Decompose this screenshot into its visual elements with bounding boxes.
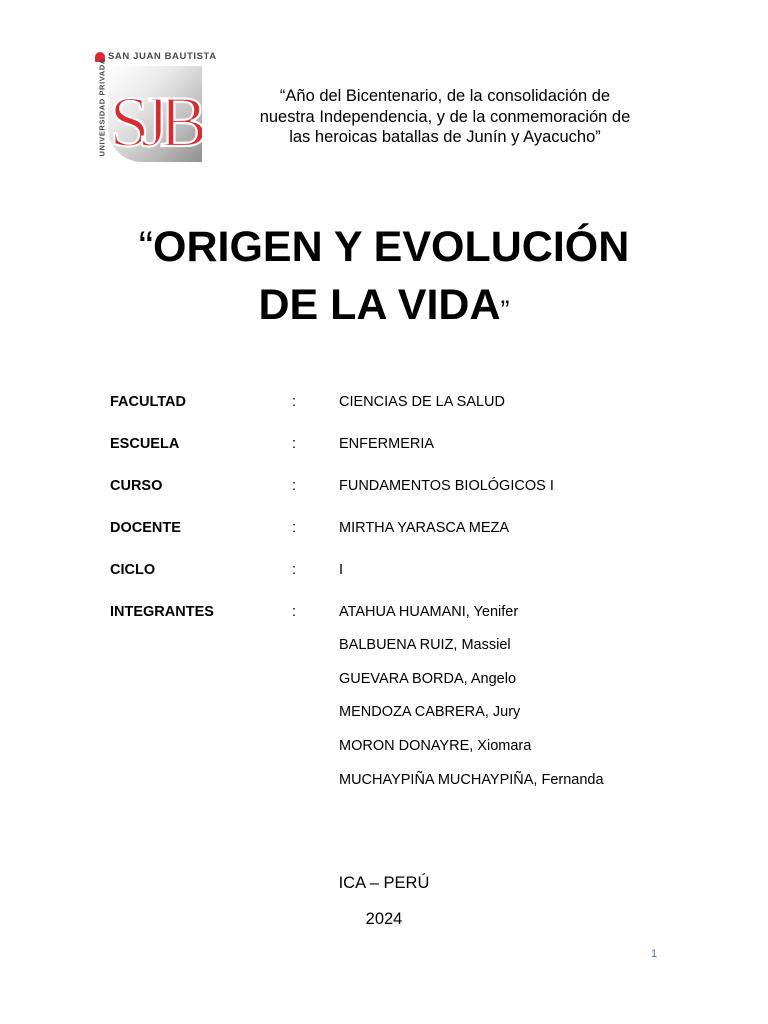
detail-value: CIENCIAS DE LA SALUD bbox=[339, 394, 505, 410]
detail-row-cycle bbox=[110, 562, 710, 582]
title-open-quote: “ bbox=[138, 223, 154, 271]
detail-separator: : bbox=[292, 436, 297, 452]
detail-label: ESCUELA bbox=[110, 436, 180, 452]
detail-separator: : bbox=[292, 394, 297, 410]
detail-label: CICLO bbox=[110, 562, 156, 578]
detail-label: CURSO bbox=[110, 478, 163, 494]
logo-monogram bbox=[108, 66, 202, 162]
detail-separator: : bbox=[292, 520, 297, 536]
detail-separator: : bbox=[292, 562, 297, 578]
member-name: MORON DONAYRE, Xiomara bbox=[339, 738, 532, 754]
year-motto bbox=[224, 86, 666, 148]
year: 2024 bbox=[365, 910, 403, 928]
location: ICA – PERÚ bbox=[338, 874, 430, 892]
member-name: MENDOZA CABRERA, Jury bbox=[339, 704, 521, 720]
logo-side-text: UNIVERSIDAD PRIVADA bbox=[97, 58, 107, 157]
member-name: BALBUENA RUIZ, Massiel bbox=[339, 637, 511, 653]
logo-monogram-text: SJB bbox=[109, 82, 199, 162]
document-title bbox=[40, 218, 728, 339]
motto-line-3: las heroicas batallas de Junín y Ayacucho” bbox=[289, 128, 601, 146]
detail-value: ENFERMERIA bbox=[339, 436, 435, 452]
logo-top-text: SAN JUAN BAUTISTA bbox=[108, 51, 217, 62]
detail-value: MIRTHA YARASCA MEZA bbox=[339, 520, 510, 536]
page-number: 1 bbox=[650, 948, 658, 960]
university-logo bbox=[92, 50, 217, 166]
member-name: ATAHUA HUAMANI, Yenifer bbox=[339, 604, 519, 620]
detail-row-teacher bbox=[110, 520, 710, 540]
detail-row-faculty bbox=[110, 394, 710, 414]
detail-separator: : bbox=[292, 604, 297, 620]
detail-separator: : bbox=[292, 478, 297, 494]
logo-emblem bbox=[108, 66, 202, 162]
detail-label: FACULTAD bbox=[110, 394, 186, 410]
title-line-2: DE LA VIDA bbox=[258, 281, 501, 329]
motto-line-1: “Año del Bicentenario, de la consolidación de bbox=[279, 87, 611, 105]
title-line-1: ORIGEN Y EVOLUCIÓN bbox=[153, 223, 630, 271]
detail-value: I bbox=[339, 562, 344, 578]
motto-line-2: nuestra Independencia, y de la conmemoración de bbox=[259, 107, 631, 126]
title-close-quote: ” bbox=[500, 295, 510, 325]
detail-row-school bbox=[110, 436, 710, 456]
member-name: MUCHAYPIÑA MUCHAYPIÑA, Fernanda bbox=[339, 772, 604, 788]
detail-label: DOCENTE bbox=[110, 520, 181, 536]
detail-row-course bbox=[110, 478, 710, 498]
member-name: GUEVARA BORDA, Angelo bbox=[339, 671, 517, 687]
detail-value: FUNDAMENTOS BIOLÓGICOS I bbox=[339, 478, 554, 494]
detail-label: INTEGRANTES bbox=[110, 604, 214, 620]
